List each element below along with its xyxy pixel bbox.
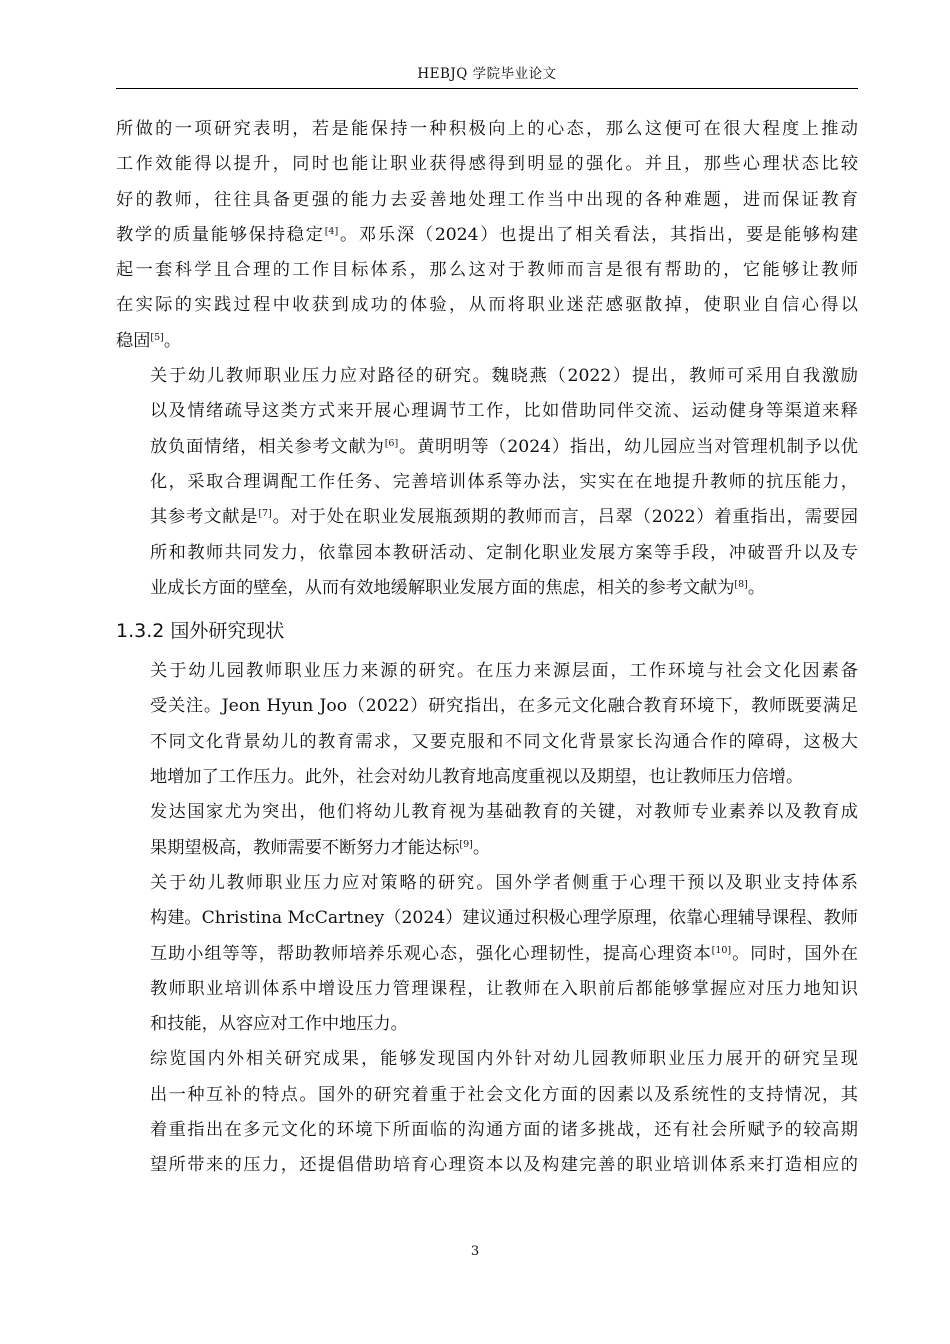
- line-text: 教师职业培训体系中增设压力管理课程，让教师在入职前后都能够掌握应对压力地知识: [150, 978, 858, 999]
- citation-ref: [7]: [258, 508, 272, 520]
- line-text: 放负面情绪，相关参考文献为: [150, 436, 385, 457]
- text-line: [116, 112, 858, 147]
- text-line: [116, 866, 858, 901]
- text-line: [116, 795, 858, 830]
- line-text: 。邓乐深（2024）也提出了相关看法，其指出，要是能够构建: [338, 224, 858, 245]
- text-line: [116, 394, 858, 429]
- line-text: 业成长方面的壁垒，从而有效地缓解职业发展方面的焦虑，相关的参考文献为: [150, 577, 735, 598]
- body-paragraph: [116, 654, 858, 866]
- line-text: 关于幼儿教师职业压力应对策略的研究。国外学者侧重于心理干预以及职业支持体系: [150, 872, 858, 893]
- text-line: [116, 1148, 858, 1183]
- line-text: 关于幼儿教师职业压力应对路径的研究。魏晓燕（2022）提出，教师可采用自我激励: [150, 366, 858, 387]
- line-text: 地增加了工作压力。此外，社会对幼儿教育地高度重视以及期望，也让教师压力倍增。: [150, 767, 804, 788]
- line-text: 互助小组等等，帮助教师培养乐观心态，强化心理韧性，提高心理资本: [150, 943, 712, 964]
- line-text: 稳固: [116, 330, 151, 351]
- line-text: 好的教师，往往具备更强的能力去妥善地处理工作当中出现的各种难题，进而保证教育: [116, 189, 858, 210]
- line-text: 在实际的实践过程中收获到成功的体验，从而将职业迷茫感驱散掉，使职业自信心得以: [116, 295, 858, 316]
- line-text: 。对于处在职业发展瓶颈期的教师而言，吕翠（2022）着重指出，需要园: [271, 507, 858, 528]
- line-text: 以及情绪疏导这类方式来开展心理调节工作，比如借助同伴交流、运动健身等渠道来释: [150, 401, 858, 422]
- text-line: [116, 288, 858, 323]
- line-text: 受关注。Jeon Hyun Joo（2022）研究指出，在多元文化融合教育环境下，教师既要满足: [150, 696, 858, 717]
- text-line: [116, 218, 858, 253]
- text-line: [116, 183, 858, 218]
- line-text: 。黄明明等（2024）指出，幼儿园应当对管理机制予以优: [398, 436, 858, 457]
- body-paragraph: [116, 1042, 858, 1183]
- line-text: 。同时，国外在: [731, 943, 858, 964]
- page-body: [116, 112, 858, 1184]
- text-line: [116, 725, 858, 760]
- line-text: 化，采取合理调配工作任务、完善培训体系等办法，实实在在地提升教师的抗压能力，: [150, 471, 858, 492]
- text-line: [116, 571, 858, 606]
- line-text: 不同文化背景幼儿的教育需求，又要克服和不同文化背景家长沟通合作的障碍，这极大: [150, 731, 858, 752]
- text-line: [116, 324, 858, 359]
- citation-ref: [10]: [711, 944, 732, 956]
- line-text: 构建。Christina McCartney（2024）建议通过积极心理学原理，依靠心理辅导课程、教师: [150, 908, 858, 929]
- text-line: [116, 1042, 858, 1077]
- citation-ref: [8]: [734, 578, 748, 590]
- text-line: [116, 253, 858, 288]
- body-paragraph: [116, 112, 858, 359]
- line-text: 所做的一项研究表明，若是能保持一种积极向上的心态，那么这便可在很大程度上推动: [116, 119, 858, 139]
- running-header: HEBJQ 学院毕业论文: [417, 66, 557, 82]
- body-paragraph: [116, 359, 858, 606]
- citation-ref: [9]: [459, 838, 473, 850]
- text-line: [116, 500, 858, 535]
- text-line: [116, 430, 858, 465]
- text-line: [116, 536, 858, 571]
- page-number: 3: [470, 1244, 480, 1259]
- line-text: 。: [163, 330, 182, 351]
- line-text: 工作效能得以提升，同时也能让职业获得感得到明显的强化。并且，那些心理状态比较: [116, 154, 858, 175]
- text-line: [116, 901, 858, 936]
- line-text: 所和教师共同发力，依靠园本教研活动、定制化职业发展方案等手段，冲破晋升以及专: [150, 542, 858, 563]
- text-line: [116, 937, 858, 972]
- text-line: [116, 760, 858, 795]
- line-text: 关于幼儿园教师职业压力来源的研究。在压力来源层面，工作环境与社会文化因素备: [150, 661, 858, 682]
- text-line: [116, 359, 858, 394]
- citation-ref: [5]: [150, 331, 164, 343]
- line-text: 。: [747, 577, 766, 598]
- line-text: 。: [472, 837, 491, 858]
- line-text: 综览国内外相关研究成果，能够发现国内外针对幼儿园教师职业压力展开的研究呈现: [150, 1049, 858, 1070]
- text-line: [116, 831, 858, 866]
- line-text: 和技能，从容应对工作中地压力。: [150, 1014, 408, 1035]
- domestic-research-section: [116, 112, 858, 606]
- line-text: 起一套科学且合理的工作目标体系，那么这对于教师而言是很有帮助的，它能够让教师: [116, 260, 858, 281]
- citation-ref: [6]: [384, 437, 399, 449]
- body-paragraph: [116, 866, 858, 1042]
- line-text: 着重指出在多元文化的环境下所面临的沟通方面的诸多挑战，还有社会所赋予的较高期: [150, 1120, 858, 1141]
- line-text: 其参考文献是: [150, 507, 259, 528]
- text-line: [116, 1113, 858, 1148]
- text-line: [116, 654, 858, 689]
- text-line: [116, 1007, 858, 1042]
- text-line: [116, 465, 858, 500]
- text-line: [116, 147, 858, 182]
- text-line: [116, 689, 858, 724]
- foreign-research-section: [116, 654, 858, 1183]
- line-text: 望所带来的压力，还提倡借助培育心理资本以及构建完善的职业培训体系来打造相应的: [150, 1155, 858, 1176]
- line-text: 果期望极高，教师需要不断努力才能达标: [150, 837, 460, 858]
- text-line: [116, 1078, 858, 1113]
- line-text: 教学的质量能够保持稳定: [116, 224, 325, 245]
- line-text: 出一种互补的特点。国外的研究着重于社会文化方面的因素以及系统性的支持情况，其: [150, 1084, 858, 1105]
- text-line: [116, 972, 858, 1007]
- header-rule: [116, 88, 858, 89]
- line-text: 发达国家尤为突出，他们将幼儿教育视为基础教育的关键，对教师专业素养以及教育成: [150, 802, 858, 823]
- section-heading: 1.3.2 国外研究现状: [116, 620, 285, 643]
- citation-ref: [4]: [324, 225, 339, 237]
